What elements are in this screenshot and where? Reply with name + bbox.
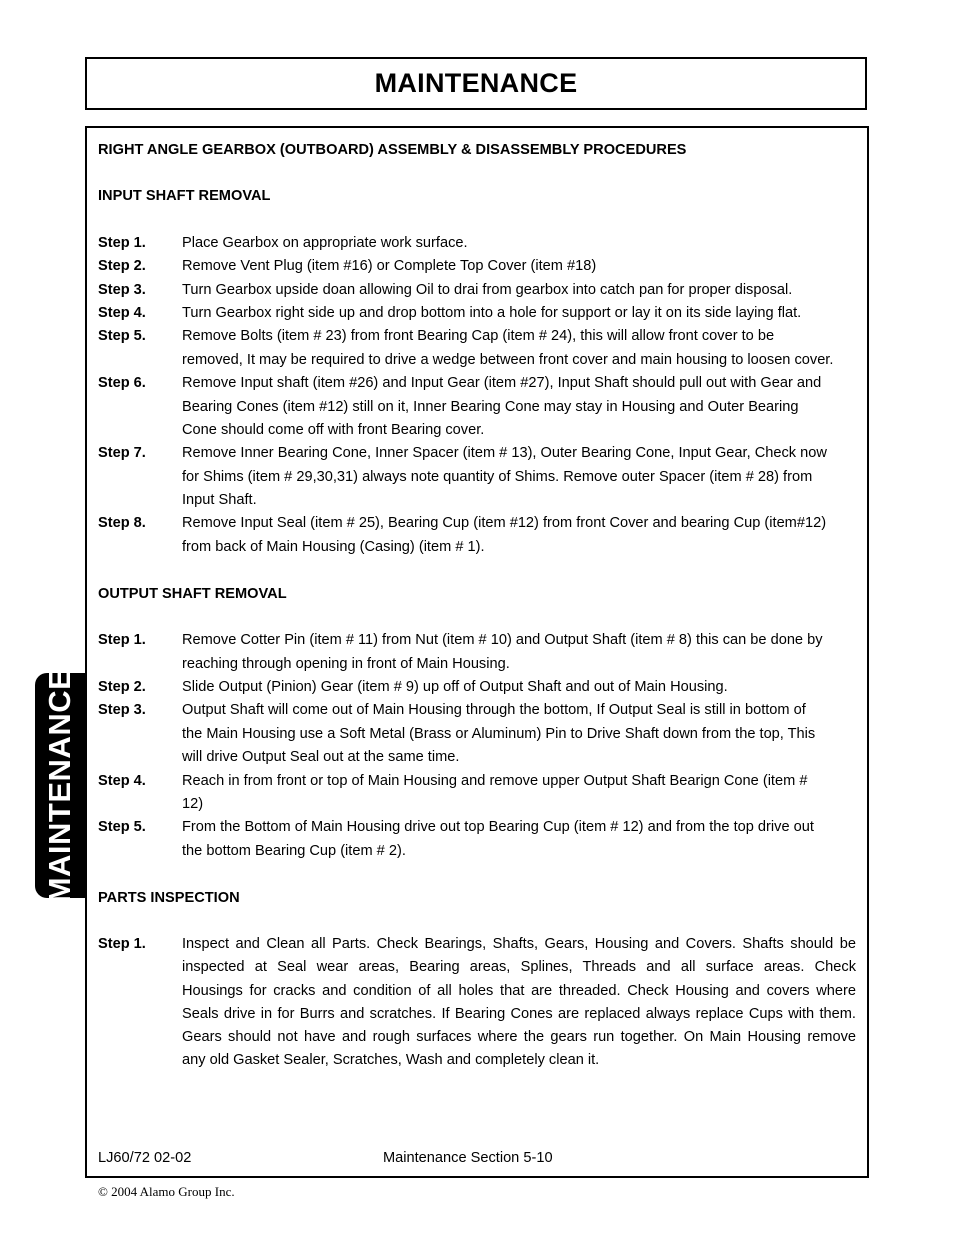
step-text: will drive Output Seal out at the same time. [182, 749, 460, 765]
step-label: Step 2. [98, 679, 146, 695]
step-label: Step 8. [98, 515, 146, 531]
step-text: the bottom Bearing Cup (item # 2). [182, 843, 406, 859]
page-title: MAINTENANCE [374, 68, 578, 98]
step-label: Step 1. [98, 936, 146, 952]
step-label: Step 2. [98, 258, 146, 274]
main-title: RIGHT ANGLE GEARBOX (OUTBOARD) ASSEMBLY & DISASSEMBLY PROCEDURES [98, 142, 687, 158]
step-text: Reach in from front or top of Main Housing and remove upper Output Shaft Bearign Cone (item # [182, 773, 808, 789]
step-label: Step 4. [98, 773, 146, 789]
section-heading-parts-inspection: PARTS INSPECTION [98, 890, 240, 906]
step-text: Output Shaft will come out of Main Housing through the bottom, If Output Seal is still in bottom of [182, 702, 806, 718]
step-text: Place Gearbox on appropriate work surface. [182, 235, 468, 251]
step-text: the Main Housing use a Soft Metal (Brass or Aluminum) Pin to Drive Shaft down from the top, This [182, 726, 816, 742]
step-text: Input Shaft. [182, 492, 257, 508]
page-header [85, 57, 867, 110]
step-label: Step 3. [98, 282, 146, 298]
step-text: reaching through opening in front of Main Housing. [182, 656, 510, 672]
step-text: Inspect and Clean all Parts. Check Bearings, Shafts, Gears, Housing and Covers. Shafts should be [182, 936, 856, 952]
step-label: Step 3. [98, 702, 146, 718]
step-text: removed, It may be required to drive a wedge between front cover and main housing to loosen cover. [182, 352, 834, 368]
step-text: inspected at Seal wear areas, Bearing areas, Splines, Threads and all surface areas. Check [182, 959, 856, 976]
step-label: Step 5. [98, 819, 146, 835]
step-text: Gears should not have and rough surfaces where the gears run together. On Main Housing remove [182, 1029, 856, 1046]
step-label: Step 7. [98, 445, 146, 461]
side-tab-label: MAINTENANCE [42, 668, 77, 903]
step-text-block [182, 933, 856, 1073]
section-heading-output-shaft: OUTPUT SHAFT REMOVAL [98, 586, 287, 602]
step-text: Remove Vent Plug (item #16) or Complete Top Cover (item #18) [182, 258, 597, 274]
step-label: Step 1. [98, 632, 146, 648]
step-text: Cone should come off with front Bearing cover. [182, 422, 485, 438]
step-text: Remove Input Seal (item # 25), Bearing Cup (item #12) from front Cover and bearing Cup (item#12) [182, 515, 827, 531]
step-label: Step 4. [98, 305, 146, 321]
step-text: from back of Main Housing (Casing) (item # 1). [182, 539, 485, 555]
footer-model: LJ60/72 02-02 [98, 1150, 192, 1166]
step-text: for Shims (item # 29,30,31) always note quantity of Shims. Remove outer Spacer (item # 28) from [182, 469, 813, 485]
step-text: Remove Input shaft (item #26) and Input Gear (item #27), Input Shaft should pull out with Gear and [182, 375, 822, 391]
step-text: 12) [182, 796, 204, 812]
step-label: Step 1. [98, 235, 146, 251]
step-label: Step 6. [98, 375, 146, 391]
section-heading-input-shaft: INPUT SHAFT REMOVAL [98, 188, 271, 204]
step-text: Remove Cotter Pin (item # 11) from Nut (item # 10) and Output Shaft (item # 8) this can be done by [182, 632, 823, 648]
step-text: Turn Gearbox upside doan allowing Oil to drai from gearbox into catch pan for proper disposal. [182, 282, 793, 298]
step-text: Remove Bolts (item # 23) from front Bearing Cap (item # 24), this will allow front cover to be [182, 328, 775, 344]
step-text: any old Gasket Sealer, Scratches, Wash and completely clean it. [182, 1052, 600, 1069]
copyright: © 2004 Alamo Group Inc. [98, 1184, 235, 1199]
step-text: Turn Gearbox right side up and drop bottom into a hole for support or lay it on its side laying flat. [182, 305, 802, 321]
step-text: From the Bottom of Main Housing drive out top Bearing Cup (item # 12) and from the top drive out [182, 819, 814, 835]
step-text: Seals drive in for Burrs and scratches. If Bearing Cones are replaced always replace Cups with them. [182, 1005, 856, 1022]
step-text: Slide Output (Pinion) Gear (item # 9) up off of Output Shaft and out of Main Housing. [182, 679, 728, 695]
step-label: Step 5. [98, 328, 146, 344]
footer-section: Maintenance Section 5-10 [383, 1150, 553, 1166]
side-tab [35, 668, 85, 903]
step-text: Remove Inner Bearing Cone, Inner Spacer (item # 13), Outer Bearing Cone, Input Gear, Check now [182, 445, 827, 461]
step-text: Housings for cracks and condition of all holes that are threaded. Check Housing and covers where [182, 982, 856, 999]
step-text: Bearing Cones (item #12) still on it, Inner Bearing Cone may stay in Housing and Outer Bearing [182, 399, 799, 415]
